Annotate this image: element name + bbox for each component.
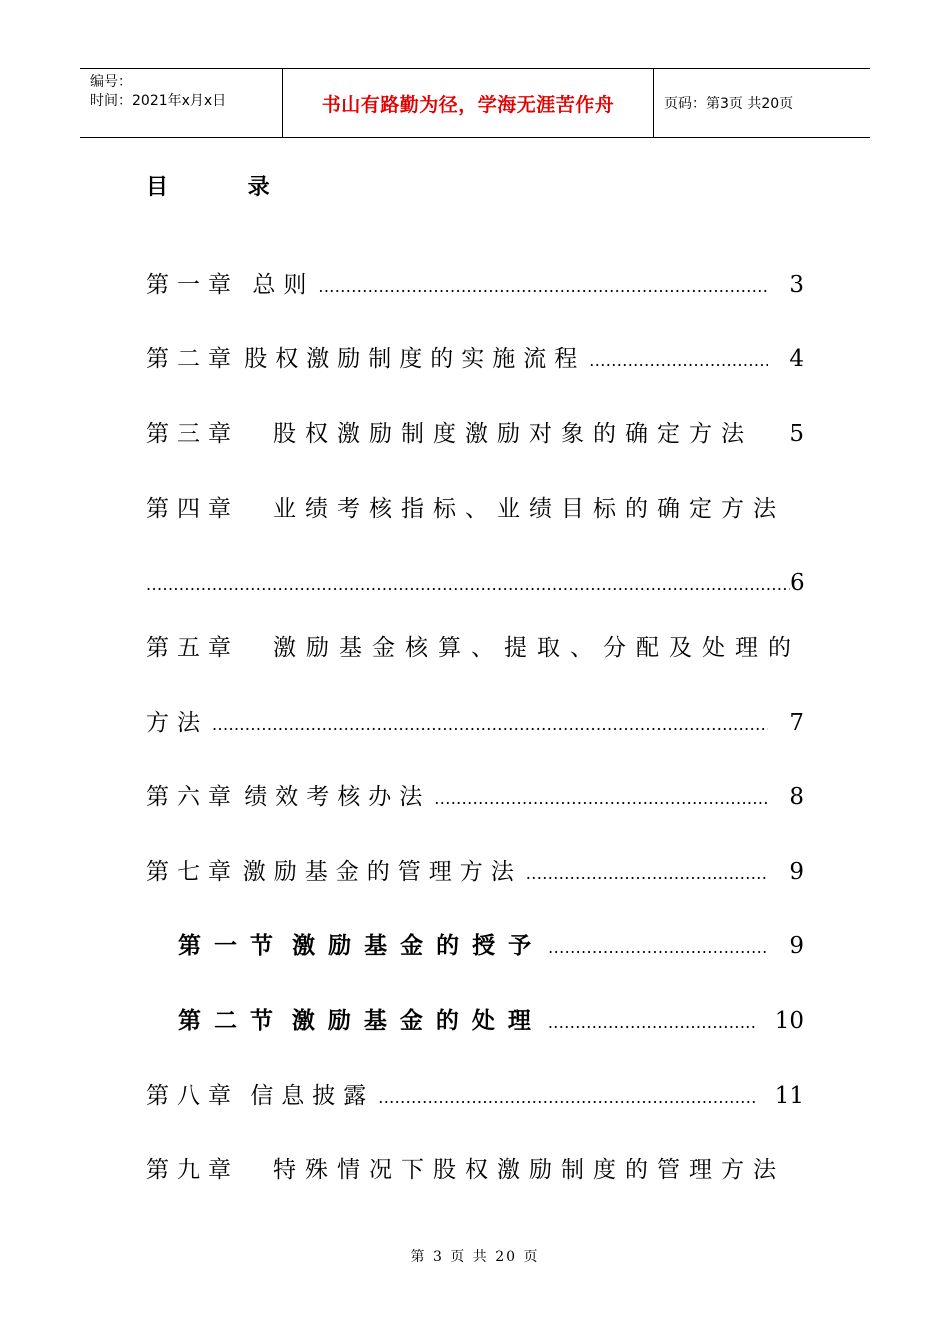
toc-leader-dots [526,857,768,887]
toc-entry[interactable] [146,492,804,524]
document-number-label: 编号： [90,74,132,90]
toc-chapter-number: 第八章 [146,1083,239,1109]
toc-page-number: 11 [774,1083,804,1109]
toc-chapter-number: 第一章 [146,272,239,298]
toc-section-title: 激励基金的处理 [291,1008,544,1034]
toc-page-number: 8 [789,784,804,810]
toc-entry[interactable] [146,855,804,887]
toc-page-number: 4 [789,346,804,372]
toc-entry[interactable] [178,929,804,961]
toc-page-number: 3 [789,272,804,298]
toc-entry[interactable] [146,1153,804,1185]
page-footer: 第 3 页 共 20 页 [410,1249,540,1265]
toc-section-title: 激励基金的授予 [292,933,545,959]
toc-page-number: 9 [789,933,804,959]
toc-leader-dots [378,1081,756,1111]
toc-entry-continuation[interactable] [146,566,804,598]
header-meta [80,69,282,137]
toc-chapter-number: 第六章 [146,784,239,810]
toc-chapter-number: 第九章 [146,1157,239,1183]
header-page-info: 页码：第3页 共20页 [664,96,794,112]
toc-chapter-title: 绩效考核办法 [244,784,431,810]
toc-entry-continuation[interactable] [146,706,804,738]
toc-entry[interactable] [178,1004,804,1036]
toc-page-number: 10 [774,1008,804,1034]
toc-chapter-number: 第四章 [146,496,239,522]
toc-leader-dots [318,270,768,300]
toc-entry[interactable] [146,342,804,374]
toc-page-number: 5 [789,421,804,447]
toc-title: 目 录 [146,175,306,200]
toc-chapter-number: 第五章 [146,635,239,661]
toc-chapter-title: 特殊情况下股权激励制度的管理方法 [273,1157,785,1183]
header-motto: 书山有路勤为径，学海无涯苦作舟 [282,69,654,137]
toc-chapter-number: 第三章 [146,421,239,447]
page-header [80,68,870,138]
toc-entry[interactable] [146,1079,804,1111]
toc-page-number: 7 [789,710,804,736]
toc-chapter-title: 激励基金的管理方法 [242,859,522,885]
toc-section-number: 第一节 [178,933,286,959]
toc-leader-dots [146,568,790,598]
toc-leader-dots [589,344,768,374]
toc-chapter-title: 业绩考核指标、业绩目标的确定方法 [273,496,785,522]
toc-entry[interactable] [146,268,804,300]
toc-section-number: 第二节 [178,1008,286,1034]
toc-leader-dots [434,782,768,812]
toc-entry[interactable] [146,417,804,449]
toc-chapter-title: 激励基金核算、提取、分配及处理的 [273,635,801,661]
toc-chapter-title: 股权激励制度的实施流程 [244,346,586,372]
toc-page-number: 6 [790,570,805,596]
toc-entry[interactable] [146,631,804,663]
document-date: 时间：2021年x月x日 [90,93,227,109]
toc-chapter-title: 股权激励制度激励对象的确定方法 [273,421,753,447]
toc-leader-dots [548,1006,756,1036]
toc-chapter-number: 第二章 [146,346,239,372]
toc-chapter-title: 总则 [252,272,315,298]
toc-chapter-title-continuation: 方法 [146,710,208,736]
toc-entry[interactable] [146,780,804,812]
toc-leader-dots [548,931,768,961]
toc-leader-dots [212,708,768,738]
toc-page-number: 9 [789,859,804,885]
toc-chapter-title: 信息披露 [250,1083,375,1109]
toc-chapter-number: 第七章 [146,859,239,885]
